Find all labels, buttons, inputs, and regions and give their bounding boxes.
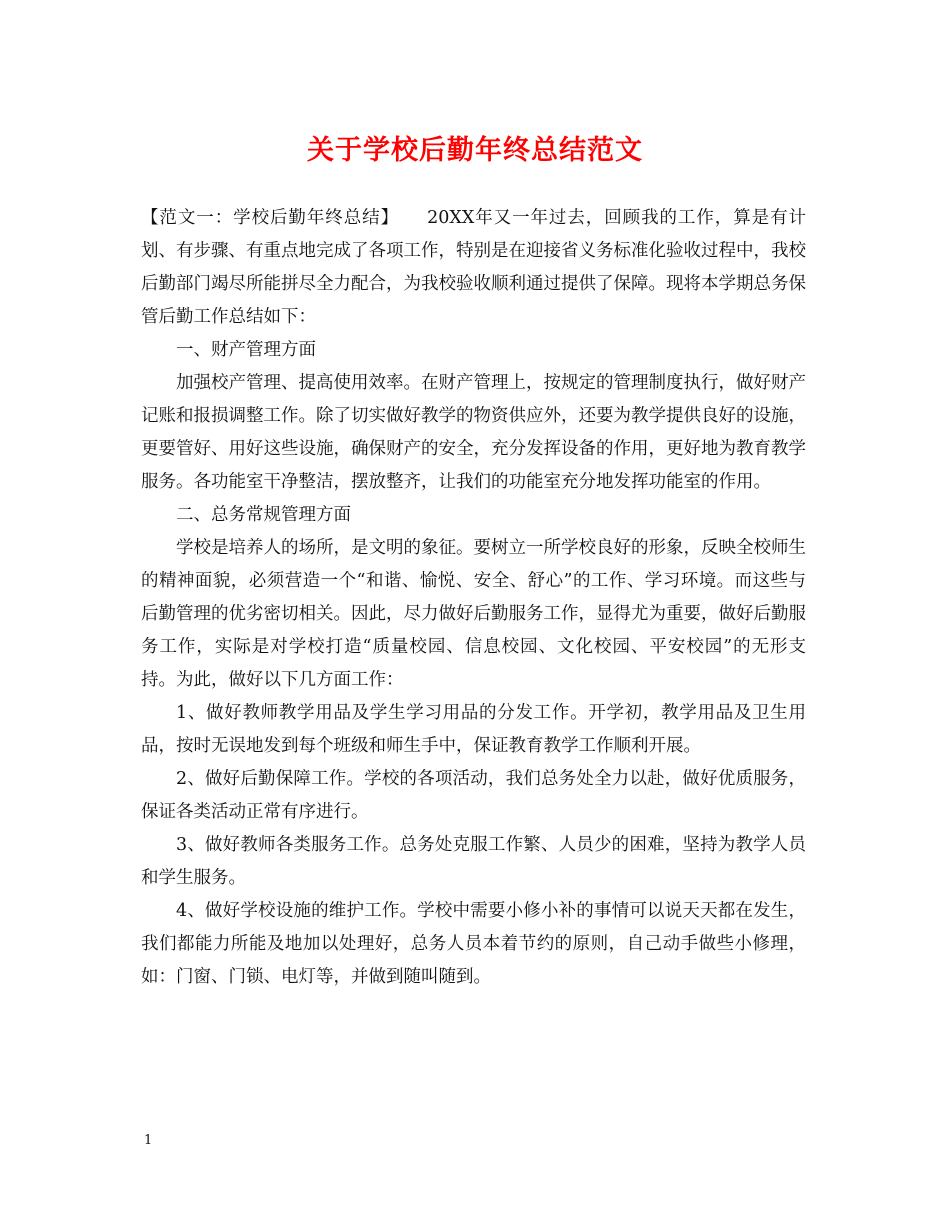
page-number: 1 [144, 1133, 153, 1148]
work-item-1: 1、做好教师教学用品及学生学习用品的分发工作。开学初，教学用品及卫生用品，按时无误地发到每个班级和师生手中，保证教育教学工作顺利开展。 [141, 703, 806, 756]
work-item-4: 4、做好学校设施的维护工作。学校中需要小修小补的事情可以说天天都在发生，我们都能力所能及地加以处理好，总务人员本着节约的原则，自己动手做些小修理，如：门窗、门锁、电灯等，并做到随叫随到。 [141, 901, 806, 987]
section-heading-property-management: 一、财产管理方面 [176, 340, 316, 360]
work-item-2: 2、做好后勤保障工作。学校的各项活动，我们总务处全力以赴，做好优质服务，保证各类活动正常有序进行。 [141, 769, 806, 822]
general-affairs-paragraph: 学校是培养人的场所，是文明的象征。要树立一所学校良好的形象，反映全校师生的精神面貌，必须营造一个“和谐、愉悦、安全、舒心”的工作、学习环境。而这些与后勤管理的优劣密切相关。因此，尽力做好后勤服务工作，显得尤为重要，做好后勤服务工作，实际是对学校打造“质量校园、信息校园、文化校园、平安校园”的无形支持。为此，做好以下几方面工作： [141, 538, 806, 690]
intro-paragraph: 【范文一：学校后勤年终总结】 20XX年又一年过去，回顾我的工作，算是有计划、有步骤、有重点地完成了各项工作，特别是在迎接省义务标准化验收过程中，我校后勤部门竭尽所能拼尽全力配合，为我校验收顺利通过提供了保障。现将本学期总务保管后勤工作总结如下： [141, 208, 806, 327]
property-management-paragraph: 加强校产管理、提高使用效率。在财产管理上，按规定的管理制度执行，做好财产记账和报损调整工作。除了切实做好教学的物资供应外，还要为教学提供良好的设施，更要管好、用好这些设施，确保财产的安全，充分发挥设备的作用，更好地为教育教学服务。各功能室干净整洁，摆放整齐，让我们的功能室充分地发挥功能室的作用。 [141, 373, 806, 492]
section-heading-general-affairs: 二、总务常规管理方面 [176, 505, 351, 525]
work-item-3: 3、做好教师各类服务工作。总务处克服工作繁、人员少的困难，坚持为教学人员和学生服务。 [141, 835, 806, 888]
document-body [141, 202, 806, 994]
document-title: 关于学校后勤年终总结范文 [307, 135, 643, 166]
